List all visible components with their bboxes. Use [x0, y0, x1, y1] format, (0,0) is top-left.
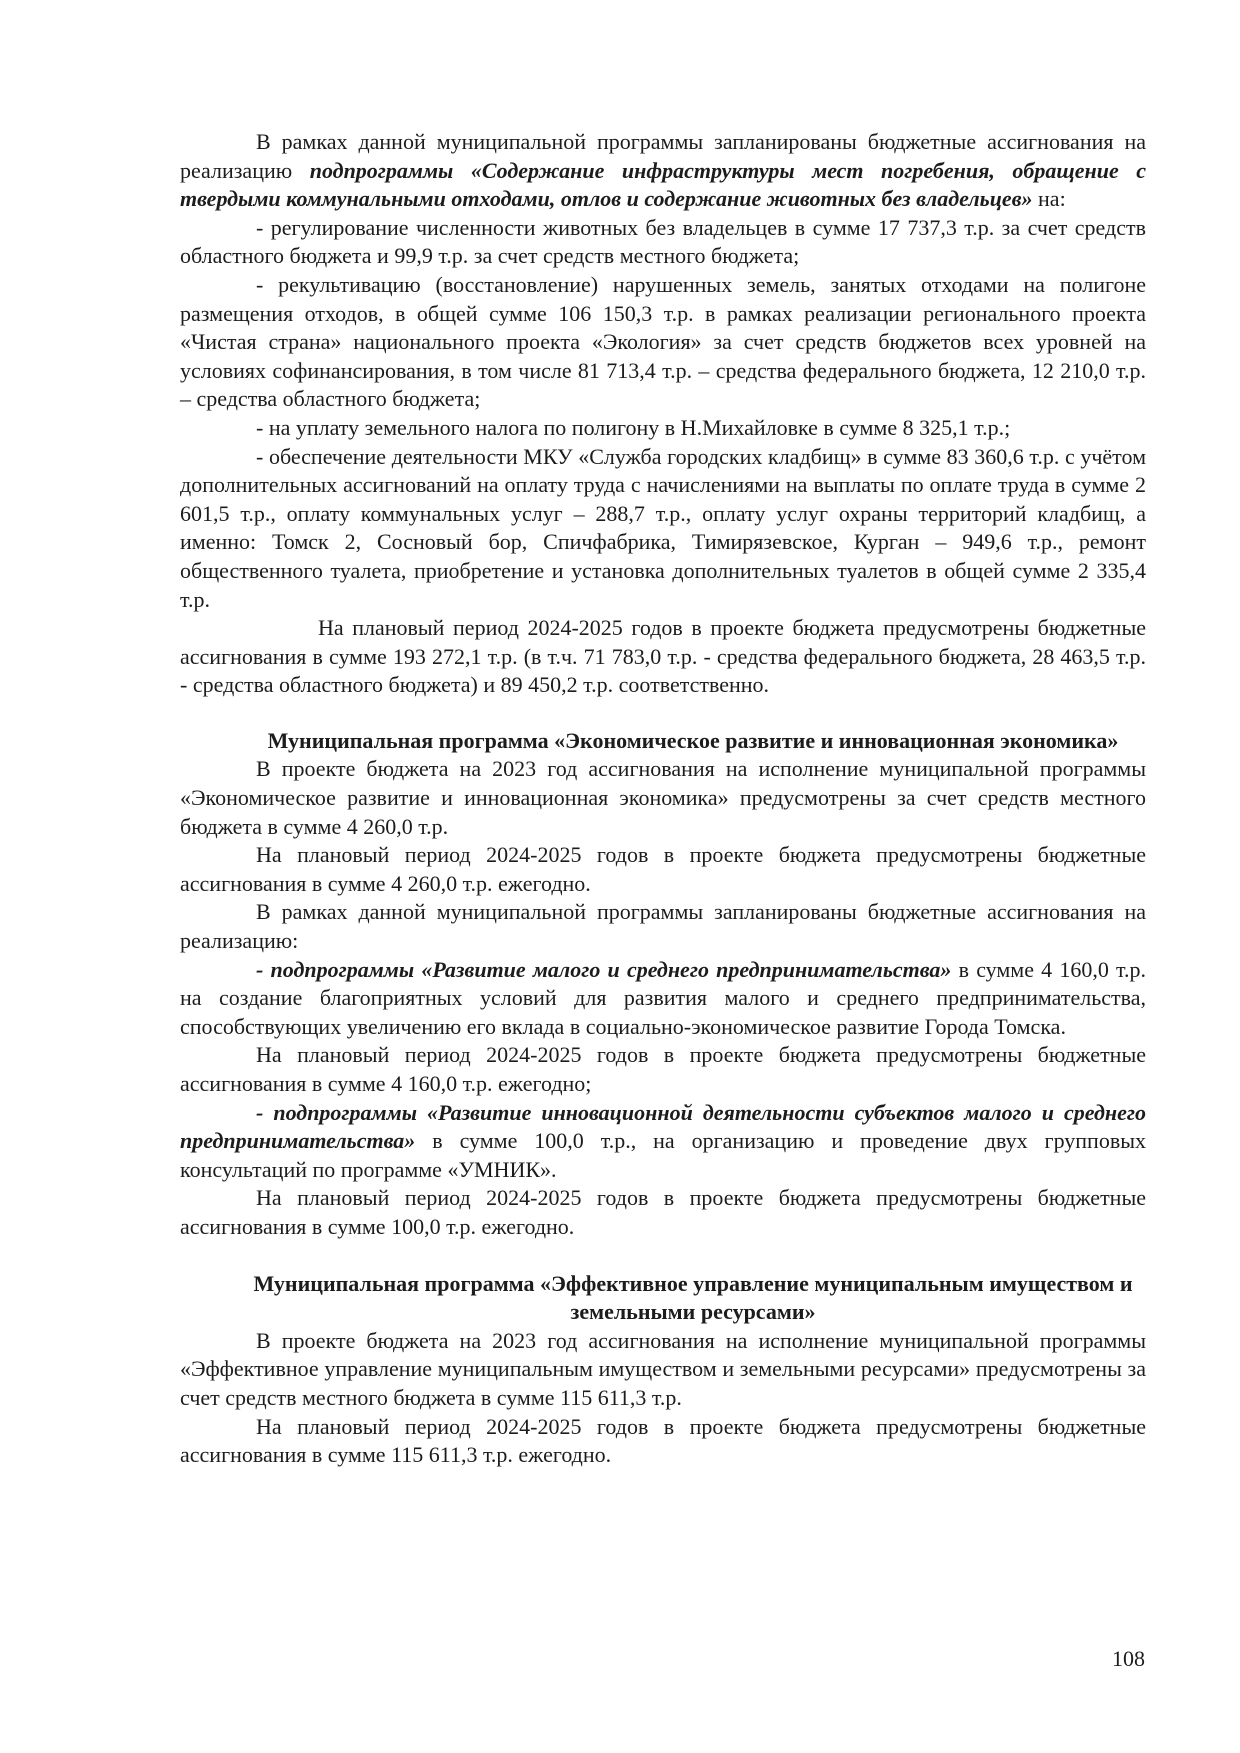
subprogram-paragraph — [180, 1099, 1146, 1185]
document-page — [180, 128, 1146, 1470]
section-heading: Муниципальная программа «Эффективное управление муниципальным имуществом и земельными ресурсами» — [253, 1270, 1133, 1325]
paragraph: На плановый период 2024-2025 годов в проекте бюджета предусмотрены бюджетные ассигнования в сумме 115 611,3 т.р. ежегодно. — [180, 1413, 1146, 1468]
subprogram-title: - подпрограммы «Развитие инновационной деятельности субъектов малого и среднего предпринимательства» — [180, 1099, 1146, 1154]
paragraph: В проекте бюджета на 2023 год ассигнования на исполнение муниципальной программы «Эффективное управление муниципальным имуществом и земельными ресурсами» предусмотрены за счет средств местного бюджета в сумме 115 611,3 т.р. — [180, 1327, 1146, 1410]
section-heading: Муниципальная программа «Экономическое развитие и инновационная экономика» — [267, 727, 1119, 753]
list-item: - регулирование численности животных без владельцев в сумме 17 737,3 т.р. за счет средств областного бюджета и 99,9 т.р. за счет средств местного бюджета; — [180, 214, 1146, 269]
paragraph: На плановый период 2024-2025 годов в проекте бюджета предусмотрены бюджетные ассигнования в сумме 4 160,0 т.р. ежегодно; — [180, 1042, 1146, 1096]
intro-paragraph — [180, 128, 1146, 214]
intro-tail: на: — [1032, 186, 1066, 212]
subprogram-title: - подпрограммы «Развитие малого и среднего предпринимательства» — [256, 956, 952, 982]
subprogram-paragraph — [180, 956, 1146, 1042]
page-number: 108 — [1112, 1646, 1145, 1671]
list-item: - рекультивацию (восстановление) нарушенных земель, занятых отходами на полигоне размещения отходов, в общей сумме 106 150,3 т.р. в рамках реализации регионального проекта «Чистая страна» национального проекта «Экология» за счет средств бюджетов всех уровней на условиях софинансирования, в том числе 81 713,4 т.р. – средства федерального бюджета, 12 210,0 т.р. – средства областного бюджета; — [180, 271, 1146, 412]
list-item: - на уплату земельного налога по полигону в Н.Михайловке в сумме 8 325,1 т.р.; — [256, 414, 1011, 440]
paragraph: На плановый период 2024-2025 годов в проекте бюджета предусмотрены бюджетные ассигнования в сумме 100,0 т.р. ежегодно. — [180, 1185, 1146, 1239]
subprogram-title: подпрограммы «Содержание инфраструктуры мест погребения, обращение с твердыми коммунальными отходами, отлов и содержание животных без владельцев» — [180, 157, 1146, 212]
paragraph: На плановый период 2024-2025 годов в проекте бюджета предусмотрены бюджетные ассигнования в сумме 4 260,0 т.р. ежегодно. — [180, 842, 1146, 896]
subprogram-text: в сумме 4 160,0 т.р. на создание благоприятных условий для развития малого и среднего предпринимательства, способствующих увеличению его вклада в социально-экономическое развитие Города Томска. — [180, 956, 1147, 1039]
subprogram-text: в сумме 100,0 т.р., на организацию и проведение двух групповых консультаций по программе «УМНИК». — [180, 1128, 1146, 1182]
plan-paragraph: На плановый период 2024-2025 годов в проекте бюджета предусмотрены бюджетные ассигнования в сумме 193 272,1 т.р. (в т.ч. 71 783,0 т.р. - средства федерального бюджета, 28 463,5 т.р. - средства областного бюджета) и 89 450,2 т.р. соответственно. — [180, 615, 1146, 698]
list-item: - обеспечение деятельности МКУ «Служба городских кладбищ» в сумме 83 360,6 т.р. с учётом дополнительных ассигнований на оплату труда с начислениями на выплаты по оплате труда в сумме 2 601,5 т.р., оплату коммунальных услуг – 288,7 т.р., оплату услуг охраны территорий кладбищ, а именно: Томск 2, Сосновый бор, Спичфабрика, Тимирязевское, Курган – 949,6 т.р., ремонт общественного туалета, приобретение и установка дополнительных туалетов в общей сумме 2 335,4 т.р. — [180, 443, 1146, 612]
intro-text: В рамках данной муниципальной программы запланированы бюджетные ассигнования на реализацию — [180, 129, 1146, 183]
paragraph: В проекте бюджета на 2023 год ассигнования на исполнение муниципальной программы «Экономическое развитие и инновационная экономика» предусмотрены за счет средств местного бюджета в сумме 4 260,0 т.р. — [180, 756, 1146, 839]
paragraph: В рамках данной муниципальной программы запланированы бюджетные ассигнования на реализацию: — [180, 899, 1146, 954]
